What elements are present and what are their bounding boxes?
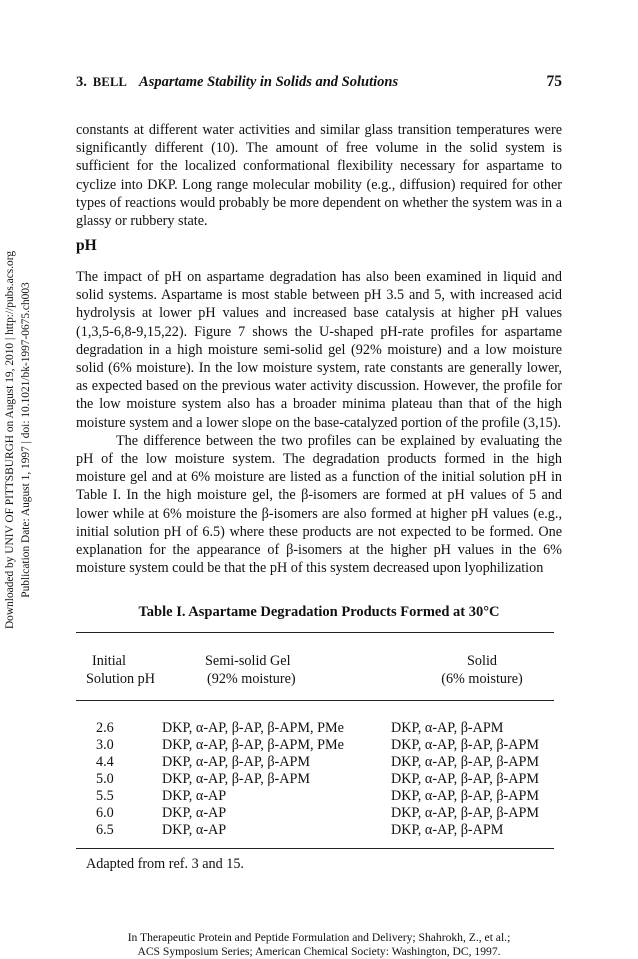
page-number: 75: [546, 73, 562, 90]
download-stamp-line1: Downloaded by UNIV OF PITTSBURGH on August 19, 2010 | http://pubs.acs.org: [4, 250, 16, 630]
author-name: BELL: [92, 75, 128, 89]
chapter-number: 3.: [76, 74, 87, 90]
col-header-gel: Semi-solid Gel (92% moisture): [205, 653, 296, 687]
paragraph-1: [76, 121, 562, 230]
citation-line1: In Therapeutic Protein and Peptide Formulation and Delivery; Shahrokh, Z., et al.;: [127, 931, 511, 944]
table-caption: Table I. Aspartame Degradation Products Formed at 30°C: [138, 604, 500, 620]
table-source-note: Adapted from ref. 3 and 15.: [86, 856, 244, 872]
table-top-rule: [76, 632, 554, 633]
chapter-title: Aspartame Stability in Solids and Solutions: [139, 74, 399, 90]
paragraph-3-text: The difference between the two profiles can be explained by evaluating the pH of the low moisture system. The degradation products formed in the high moisture gel and at 6% moisture are listed as a function of the initial solution pH in Table I. In the high moisture gel, the β-isomers are formed at pH values of 5 and lower while at 6% moisture the β-isomers are also formed at higher pH values (e.g., initial solution pH of 6.5) where these products are not expected to be formed. One explanation for the appearance of β-isomers at the higher pH values in the 6% moisture system could be that the pH of this system decreased upon lyophilization: [76, 432, 562, 577]
citation-line2: ACS Symposium Series; American Chemical Society: Washington, DC, 1997.: [137, 945, 501, 958]
table-header-rule: [76, 700, 554, 701]
section-heading-ph: pH: [76, 237, 97, 254]
table-body: 2.6 DKP, α-AP, β-AP, β-APM, PMe DKP, α-AP, β-APM 3.0 DKP, α-AP, β-AP, β-APM, PMe DKP, α-AP, β-AP, β-APM 4.4 DKP, α-AP, β-AP, β-APM DKP, α-AP, β-AP, β-APM 5.0 DKP, α-AP, β-AP, β-APM DKP, α-AP, β-AP, β-APM 5.5 DKP, α-AP DKP, α-AP, β-AP, β-APM 6.0 DKP, α-AP DKP, α-AP, β-AP, β-APM 6.5 DKP, α-AP DKP, α-AP, β-APM: [96, 720, 540, 838]
citation-footer: [76, 931, 562, 959]
running-header: [76, 74, 398, 91]
col-header-solid: Solid (6% moisture): [441, 653, 523, 687]
paragraph-1-text: constants at different water activities and similar glass transition temperatures were significantly different (10). The amount of free volume in the solid system is sufficient for the localized conformational flexibility necessary for aspartame to cyclize into DKP. Long range molecular mobility (e.g., diffusion) required for other types of reactions would probably be more dependent on whether the system was in a glassy or rubbery state.: [76, 122, 562, 230]
table-bottom-rule: [76, 848, 554, 849]
col-header-ph: Initial Solution pH: [86, 653, 155, 687]
paragraph-2: [76, 268, 562, 577]
paragraph-2-text: The impact of pH on aspartame degradation has also been examined in liquid and solid systems. Aspartame is most stable between pH 3.5 and 5, with increased acid hydrolysis at lower pH values and increased base catalysis at higher pH values (1,3,5-6,8-9,15,22). Figure 7 shows the U-shaped pH-rate profiles for aspartame degradation in a high moisture semi-solid gel (92% moisture) and a low moisture solid (6% moisture). In the low moisture system, rate constants are generally lower, as expected based on the previous water activity discussion. However, the profile for the low moisture system also has a broader minima plateau than that of the high moisture system and a lower slope on the base-catalyzed portion of the profile (3,15).: [76, 269, 562, 431]
download-stamp-line2: Publication Date: August 1, 1997 | doi: 10.1021/bk-1997-0675.ch003: [20, 282, 32, 598]
